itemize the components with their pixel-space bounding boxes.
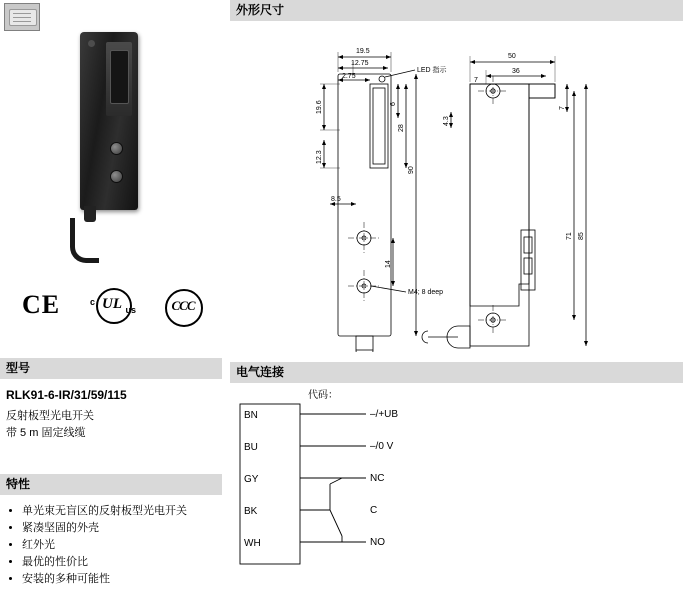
svg-text:LED 指示: LED 指示 [417,67,447,74]
ccc-mark-label: CCC [171,298,195,313]
dimension-drawing [230,22,683,352]
list-item: • 紧凑坚固的外壳 [22,520,222,537]
dim-14: 14 [385,260,392,268]
dim-28: 28 [398,124,405,132]
electrical-section [230,362,683,383]
dim-8-5: 8.5 [331,196,341,203]
photoelectric-sensor-photo [66,30,152,230]
dim-7-right: 7 [559,106,566,110]
signal-label-no: NO [370,537,385,548]
list-item: • 最优的性价比 [22,554,222,571]
dim-19-5: 19.5 [356,48,370,55]
left-column [0,0,222,601]
terminal-label-bn: BN [244,410,258,421]
column-divider [226,0,227,601]
dim-7-left: 7 [474,77,478,84]
model-description-line1: 反射板型光电开关 [6,410,94,422]
right-column [230,0,683,601]
dim-12-3: 12.3 [316,150,323,164]
list-item: • 红外光 [22,537,222,554]
list-item: • 安装的多种可能性 [22,571,222,588]
ul-mark-suffix: us [125,305,136,315]
approval-marks [0,286,222,334]
model-section-heading: 型号 [0,358,222,379]
signal-label-c: C [370,505,378,516]
features-list [0,503,222,588]
ul-mark-prefix: c [90,297,96,307]
model-description-line2: 带 5 m 固定线缆 [6,427,86,439]
dim-6: 6 [390,102,397,106]
ccc-mark-icon [162,288,204,324]
dim-4-3: 4.3 [443,116,450,126]
model-section [0,358,222,441]
terminal-label-bk: BK [244,506,258,517]
signal-label-0v: –/0 V [370,441,394,452]
ul-mark-label: UL [102,296,122,312]
dim-12-75: 12.75 [351,60,369,67]
terminal-label-wh: WH [244,538,261,549]
features-section [0,474,222,588]
dim-71: 71 [566,232,573,240]
dim-50: 50 [508,53,516,60]
code-label: 代码： [308,390,338,401]
svg-text:M4; 8 deep: M4; 8 deep [408,289,444,296]
ul-mark-icon [88,286,136,326]
list-item: • 单光束无盲区的反射板型光电开关 [22,503,222,520]
electrical-section-heading: 电气连接 [230,362,683,383]
product-thumbnail-icon [4,3,40,31]
dimensions-section-heading: 外形尺寸 [230,0,683,21]
terminal-label-gy: GY [244,474,259,485]
dimensions-section [230,0,683,21]
signal-label-ub: –/+UB [370,409,399,420]
dim-19-6: 19.6 [316,100,323,114]
product-photo-area [0,0,222,268]
dim-90: 90 [408,166,415,174]
dim-2-75: 2.75 [342,73,356,80]
dim-85: 85 [578,232,585,240]
features-section-heading: 特性 [0,474,222,495]
dim-36: 36 [512,68,520,75]
model-number: RLK91-6-IR/31/59/115 [6,388,127,402]
signal-label-nc: NC [370,473,385,484]
electrical-connection-diagram [230,384,683,599]
ce-mark-icon: CE [22,290,61,319]
terminal-label-bu: BU [244,442,258,453]
